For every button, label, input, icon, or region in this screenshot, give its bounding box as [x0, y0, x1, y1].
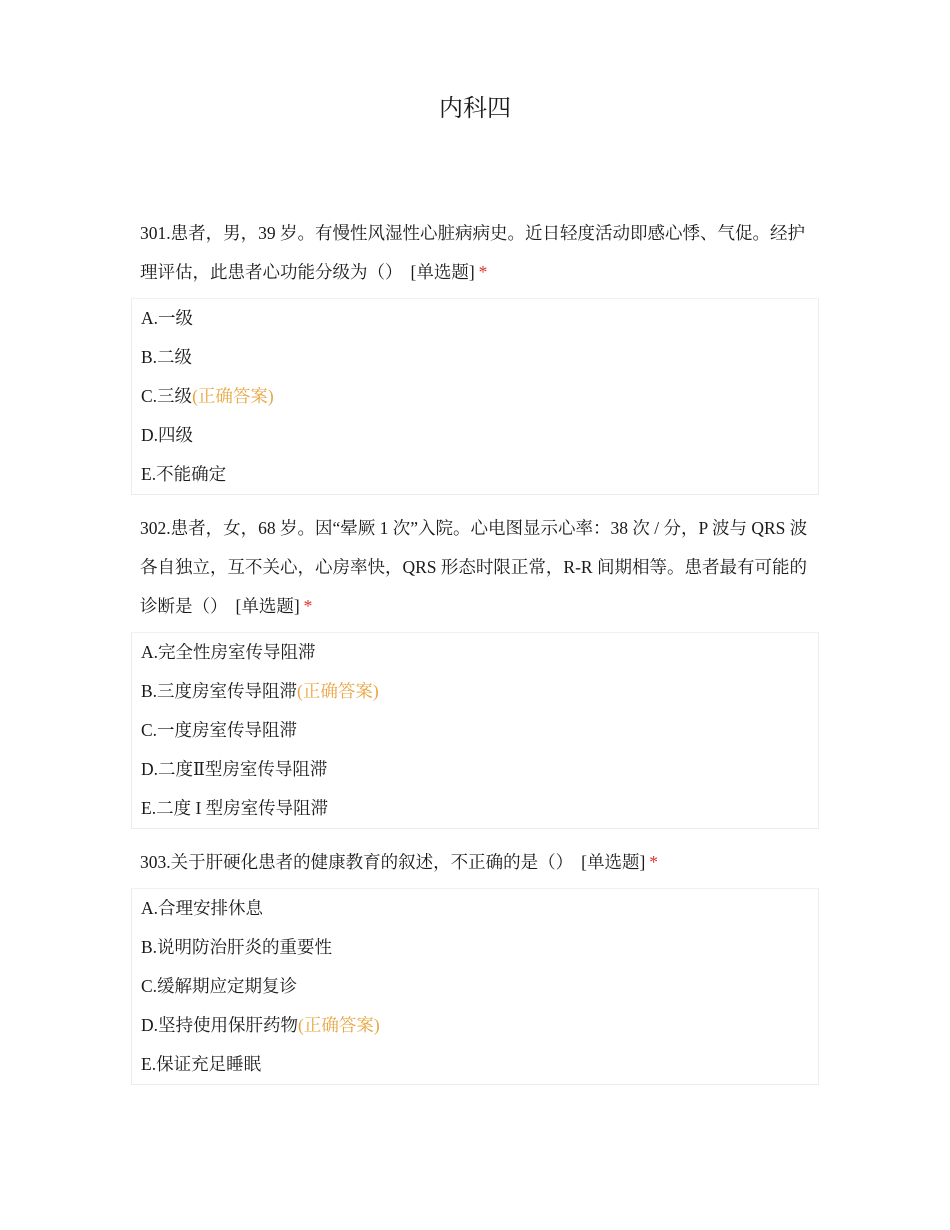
question-type: [单选题]: [235, 596, 300, 616]
question-type: [单选题]: [410, 262, 475, 282]
page-title: 内科四: [439, 94, 511, 122]
option-d: [132, 750, 818, 789]
option-text: D.二度Ⅱ型房室传导阻滞: [141, 759, 328, 779]
required-mark: *: [649, 852, 659, 872]
required-mark: *: [478, 262, 488, 282]
question-text: 303.关于肝硬化患者的健康教育的叙述，不正确的是（）: [140, 852, 574, 872]
option-text: E.二度 I 型房室传导阻滞: [141, 798, 329, 818]
question-text: 302.患者，女，68 岁。因“晕厥 1 次”入院。心电图显示心率：38 次 / 分，P 波与 QRS 波各自独立，互不关心，心房率快，QRS 形态时限正常，R-R 间期相等。患者最有可能的诊断是（）: [140, 518, 808, 616]
option-d: [132, 1006, 818, 1045]
option-c: [132, 711, 818, 750]
question-303: [131, 841, 819, 1085]
option-text: A.完全性房室传导阻滞: [141, 642, 316, 662]
correct-answer-note: (正确答案): [192, 386, 274, 406]
question-type: [单选题]: [581, 852, 646, 872]
option-c: [132, 377, 818, 416]
option-list: [131, 298, 819, 495]
required-mark: *: [303, 596, 313, 616]
correct-answer-note: (正确答案): [297, 681, 379, 701]
correct-answer-note: (正确答案): [298, 1015, 380, 1035]
question-text: 301.患者，男，39 岁。有慢性风湿性心脏病病史。近日轻度活动即感心悸、气促。经护理评估，此患者心功能分级为（）: [140, 223, 805, 282]
option-b: [132, 338, 818, 377]
option-text: C.缓解期应定期复诊: [141, 976, 298, 996]
option-list: [131, 632, 819, 829]
option-e: [132, 455, 818, 494]
question-list: [131, 212, 819, 1097]
option-b: [132, 672, 818, 711]
option-text: E.保证充足睡眠: [141, 1054, 262, 1074]
option-text: D.四级: [141, 425, 194, 445]
option-e: [132, 1045, 818, 1084]
question-stem: [131, 507, 819, 626]
option-list: [131, 888, 819, 1085]
question-stem: [131, 212, 819, 292]
option-text: B.三度房室传导阻滞: [141, 681, 298, 701]
option-text: C.三级: [141, 386, 193, 406]
option-a: [132, 889, 818, 928]
question-stem: [131, 841, 819, 882]
option-a: [132, 633, 818, 672]
option-text: D.坚持使用保肝药物: [141, 1015, 299, 1035]
option-text: C.一度房室传导阻滞: [141, 720, 298, 740]
option-e: [132, 789, 818, 828]
option-d: [132, 416, 818, 455]
option-b: [132, 928, 818, 967]
question-302: [131, 507, 819, 829]
option-a: [132, 299, 818, 338]
option-text: B.二级: [141, 347, 193, 367]
option-text: A.合理安排休息: [141, 898, 264, 918]
option-text: A.一级: [141, 308, 194, 328]
option-c: [132, 967, 818, 1006]
option-text: B.说明防治肝炎的重要性: [141, 937, 333, 957]
option-text: E.不能确定: [141, 464, 227, 484]
question-301: [131, 212, 819, 495]
